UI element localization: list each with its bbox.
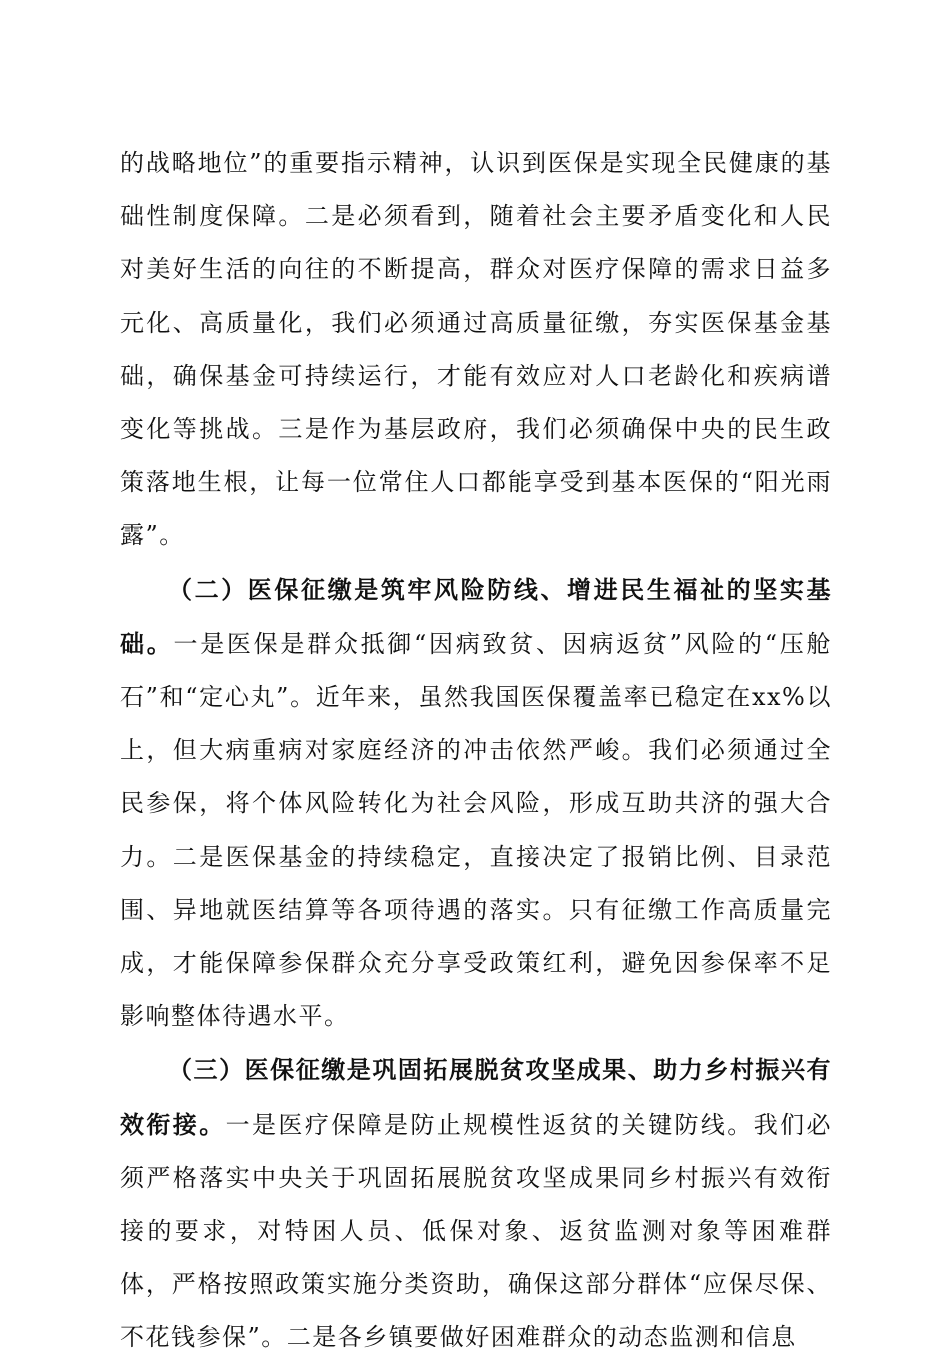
paragraph-1-body: 的战略地位”的重要指示精神，认识到医保是实现全民健康的基础性制度保障。二是必须看到，随着社会主要矛盾变化和人民对美好生活的向往的不断提高，群众对医疗保障的需求日益多元化、高质量化，我们必须通过高质量征缴，夯实医保基金基础，确保基金可持续运行，才能有效应对人口老龄化和疾病谱变化等挑战。三是作为基层政府，我们必须确保中央的民生政策落地生根，让每一位常住人口都能享受到基本医保的“阳光雨露”。 bbox=[120, 149, 832, 550]
paragraph-3 bbox=[120, 1043, 832, 1364]
paragraph-2-body: 一是医保是群众抵御“因病致贫、因病返贫”风险的“压舱石”和“定心丸”。近年来，虽然我国医保覆盖率已稳定在xx%以上，但大病重病对家庭经济的冲击依然严峻。我们必须通过全民参保，将个体风险转化为社会风险，形成互助共济的强大合力。二是医保基金的持续稳定，直接决定了报销比例、目录范围、异地就医结算等各项待遇的落实。只有征缴工作高质量完成，才能保障参保群众充分享受政策红利，避免因参保率不足影响整体待遇水平。 bbox=[120, 629, 833, 1031]
paragraph-3-body: 一是医疗保障是防止规模性返贫的关键防线。我们必须严格落实中央关于巩固拓展脱贫攻坚成果同乡村振兴有效衔接的要求，对特困人员、低保对象、返贫监测对象等困难群体，严格按照政策实施分类资助，确保这部分群体“应保尽保、不花钱参保”。二是各乡镇要做好困难群众的动态监测和信息 bbox=[120, 1110, 833, 1352]
paragraph-3-heading: （三）医保征缴是巩固拓展脱贫攻坚成果、助力乡村振兴有效衔接。 bbox=[120, 1055, 832, 1139]
paragraph-2-heading: （二）医保征缴是筑牢风险防线、增进民生福祉的坚实基础。 bbox=[120, 574, 832, 658]
paragraph-1 bbox=[120, 136, 832, 563]
paragraph-2 bbox=[120, 563, 832, 1044]
document-body bbox=[120, 136, 832, 1365]
